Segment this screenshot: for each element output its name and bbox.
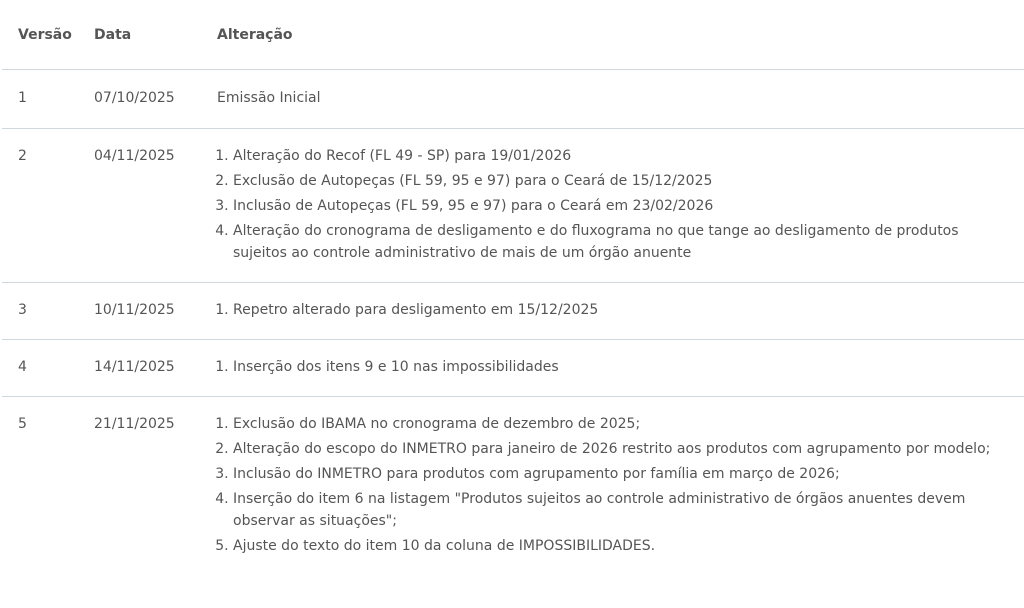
date-cell: 04/11/2025 [94, 129, 217, 283]
change-cell: Emissão Inicial [217, 70, 1024, 129]
version-cell: 3 [2, 283, 94, 340]
version-cell: 2 [2, 129, 94, 283]
version-cell: 5 [18, 416, 27, 432]
column-header-change: Alteração [217, 0, 1024, 70]
version-cell: 1 [2, 70, 94, 129]
change-list [217, 356, 1012, 378]
change-cell [217, 283, 1024, 340]
table-row [2, 129, 1024, 283]
date-cell: 21/11/2025 [94, 416, 175, 432]
change-list-item: 3. Inclusão de Autopeças (FL 59, 95 e 97) para o Ceará em 23/02/2026 [233, 195, 1012, 217]
change-list-item: 1. Inserção dos itens 9 e 10 nas impossibilidades [233, 356, 1012, 378]
change-cell [217, 340, 1024, 397]
column-header-version: Versão [2, 0, 94, 70]
version-cell: 4 [2, 340, 94, 397]
change-list-item: 3. Inclusão do INMETRO para produtos com agrupamento por família em março de 2026; [233, 463, 1012, 485]
change-list-item: 4. Inserção do item 6 na listagem "Produtos sujeitos ao controle administrativo de órgãos anuentes devem observar as situações"; [233, 488, 1012, 532]
date-cell: 14/11/2025 [94, 340, 217, 397]
change-list-item: 1. Repetro alterado para desligamento em 15/12/2025 [233, 299, 1012, 321]
table-row [2, 283, 1024, 340]
date-cell: 07/10/2025 [94, 70, 217, 129]
table-body [2, 70, 1024, 576]
change-list [217, 413, 1012, 557]
change-cell [217, 397, 1024, 576]
change-list-item: 1. Alteração do Recof (FL 49 - SP) para 19/01/2026 [233, 145, 1012, 167]
date-cell: 10/11/2025 [94, 283, 217, 340]
table-header-row [2, 0, 1024, 70]
change-list-item: 2. Exclusão de Autopeças (FL 59, 95 e 97) para o Ceará de 15/12/2025 [233, 170, 1012, 192]
change-list-item: 4. Alteração do cronograma de desligamento e do fluxograma no que tange ao desligamento de produtos sujeitos ao controle administrativo de mais de um órgão anuente [233, 220, 1012, 264]
change-list-item: 5. Ajuste do texto do item 10 da coluna de IMPOSSIBILIDADES. [233, 535, 1012, 557]
change-list-item: 2. Alteração do escopo do INMETRO para janeiro de 2026 restrito aos produtos com agrupamento por modelo; [233, 438, 1012, 460]
version-history-table [2, 0, 1024, 575]
change-cell [217, 129, 1024, 283]
table-row [2, 397, 1024, 576]
change-list [217, 145, 1012, 264]
column-header-date: Data [94, 0, 217, 70]
change-list [217, 299, 1012, 321]
table-row [2, 340, 1024, 397]
table-row [2, 70, 1024, 129]
change-list-item: 1. Exclusão do IBAMA no cronograma de dezembro de 2025; [233, 413, 1012, 435]
